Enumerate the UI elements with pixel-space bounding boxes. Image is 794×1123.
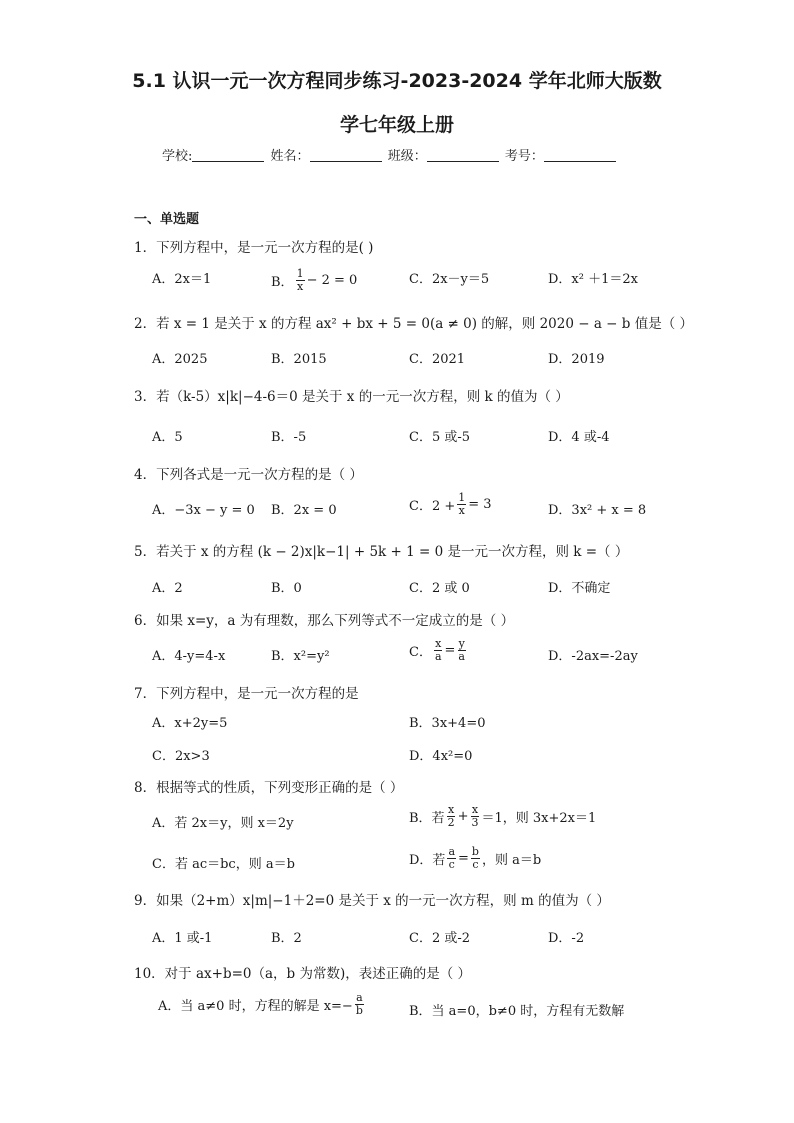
option-a[interactable]: A．5 [152,430,183,445]
question-stem: 1．下列方程中，是一元一次方程的是( ) [134,240,374,256]
option-b-tail: − 2 = 0 [306,273,358,288]
option-c[interactable]: C．2021 [409,352,466,367]
fraction-numerator: 1 [458,491,466,504]
option-c[interactable]: C．2x－y＝5 [409,272,490,287]
option-d[interactable]: D．2019 [548,352,605,367]
plus-sign: + [457,809,469,824]
option-c[interactable] [409,638,468,663]
question-options [152,992,712,1022]
option-a[interactable]: A．2x＝1 [152,272,212,287]
question-stem: 5．若关于 x 的方程 (k − 2)x|k−1| + 5k + 1 = 0 是一元一次方程，则 k =（ ） [134,544,629,560]
section-heading: 一、单选题 [134,212,200,227]
fraction-denominator: a [434,650,442,663]
option-d[interactable]: D．4x²=0 [409,749,473,764]
option-c[interactable]: C．若 ac＝bc，则 a＝b [152,857,295,872]
option-d-label: D．若 [409,853,446,868]
option-b[interactable]: B．2 [271,931,302,946]
question-options [152,577,712,607]
option-d[interactable]: D．x² ＋1＝2x [548,272,638,287]
equals-sign: = [444,643,456,658]
fraction-denominator: x [296,280,304,293]
fraction-denominator: a [458,650,465,663]
option-d[interactable]: D．-2ax=-2ay [548,649,638,664]
option-d[interactable] [409,846,541,871]
question-options [152,426,712,456]
page-title-line2: 学七年级上册 [339,114,454,136]
option-a[interactable]: A．1 或-1 [152,931,213,946]
option-b[interactable]: B．3x+4=0 [409,716,486,731]
question-options [152,804,712,834]
option-d[interactable]: D．4 或-4 [548,430,610,445]
question-stem: 10．对于 ax+b=0（a，b 为常数)，表述正确的是（ ） [134,966,472,982]
question-stem: 7．下列方程中，是一元一次方程的是 [134,686,359,702]
option-a[interactable]: A．若 2x＝y，则 x＝2y [152,816,294,831]
option-b[interactable]: B．当 a=0，b≠0 时，方程有无数解 [409,1004,625,1019]
option-b[interactable]: B．2x = 0 [271,503,337,518]
option-b-label: B． [271,275,294,290]
option-c[interactable] [409,492,492,517]
option-c-tail: = 3 [468,497,492,512]
fraction: $\frac{x}{3}$ [471,803,479,829]
question-options [152,638,712,668]
option-d[interactable]: D．不确定 [548,581,611,596]
option-b-tail: ＝1，则 3x+2x＝1 [481,811,597,826]
option-a[interactable]: A．x+2y=5 [152,716,228,731]
class-blank[interactable] [427,149,499,162]
equals-sign: = [458,851,469,866]
option-c-label: C．2 + [409,499,456,514]
question-stem: 6．如果 x=y，a 为有理数，那么下列等式不一定成立的是（ ） [134,613,515,629]
question-stem: 9．如果（2+m）x|m|−1＋2=0 是关于 x 的一元一次方程，则 m 的值为（ ） [134,893,610,909]
option-a[interactable]: A．2 [152,581,183,596]
question-stem: 8．根据等式的性质，下列变形正确的是（ ） [134,780,404,796]
page-title-line1: 5.1 认识一元一次方程同步练习-2023-2024 学年北师大版数 [132,70,662,92]
option-b[interactable] [409,804,596,829]
option-a[interactable]: A．2025 [152,352,208,367]
option-b[interactable]: B．-5 [271,430,307,445]
question-options [152,846,712,876]
option-d[interactable]: D．3x² + x = 8 [548,503,647,518]
fraction [296,268,305,293]
fraction [457,638,466,663]
option-a[interactable]: A．4-y=4-x [152,649,226,664]
option-a-label: A．当 a≠0 时，方程的解是 x=− [158,999,353,1014]
fraction: $\frac{b}{c}$ [471,845,479,871]
exam-no-label: 考号： [504,149,544,164]
school-blank[interactable] [192,149,264,162]
fraction: $\frac{a}{c}$ [448,845,455,871]
option-b[interactable] [271,268,357,293]
option-d-tail: ，则 a＝b [481,853,542,868]
option-c[interactable]: C．2 或 0 [409,581,470,596]
school-label: 学校: [162,149,193,164]
name-blank[interactable] [310,149,382,162]
class-label: 班级： [387,149,427,164]
option-b-label: B．若 [409,811,445,826]
fraction: $\frac{x}{2}$ [447,803,455,829]
exam-no-blank[interactable] [544,149,616,162]
question-options [152,745,712,775]
student-info-fields [162,145,618,164]
fraction-numerator: x [435,637,442,650]
option-c[interactable]: C．2x>3 [152,749,210,764]
question-stem: 3．若（k-5）x|k|−4-6＝0 是关于 x 的一元一次方程，则 k 的值为（ ） [134,389,569,405]
option-d[interactable]: D．-2 [548,931,585,946]
fraction [457,492,466,517]
fraction-numerator: 1 [296,267,304,280]
option-c[interactable]: C．5 或-5 [409,430,471,445]
fraction [434,638,443,663]
name-label: 姓名： [270,149,310,164]
fraction: $\frac{a}{b}$ [355,991,363,1017]
option-c-label: C． [409,645,432,660]
option-b[interactable]: B．x²=y² [271,649,330,664]
option-c[interactable]: C．2 或-2 [409,931,471,946]
option-a[interactable] [158,992,366,1017]
question-options [152,348,712,378]
fraction-numerator: y [458,637,465,650]
question-options [152,268,712,298]
option-b[interactable]: B．0 [271,581,302,596]
option-a[interactable]: A．−3x − y = 0 [152,503,255,518]
fraction-denominator: x [458,504,465,517]
question-options [152,712,712,742]
question-stem: 2．若 x = 1 是关于 x 的方程 ax² + bx + 5 = 0(a ≠ 0) 的解，则 2020 − a − b 值是（ ） [134,316,694,332]
option-b[interactable]: B．2015 [271,352,327,367]
question-options [152,927,712,957]
question-options [152,492,712,522]
question-stem: 4．下列各式是一元一次方程的是（ ） [134,467,363,483]
